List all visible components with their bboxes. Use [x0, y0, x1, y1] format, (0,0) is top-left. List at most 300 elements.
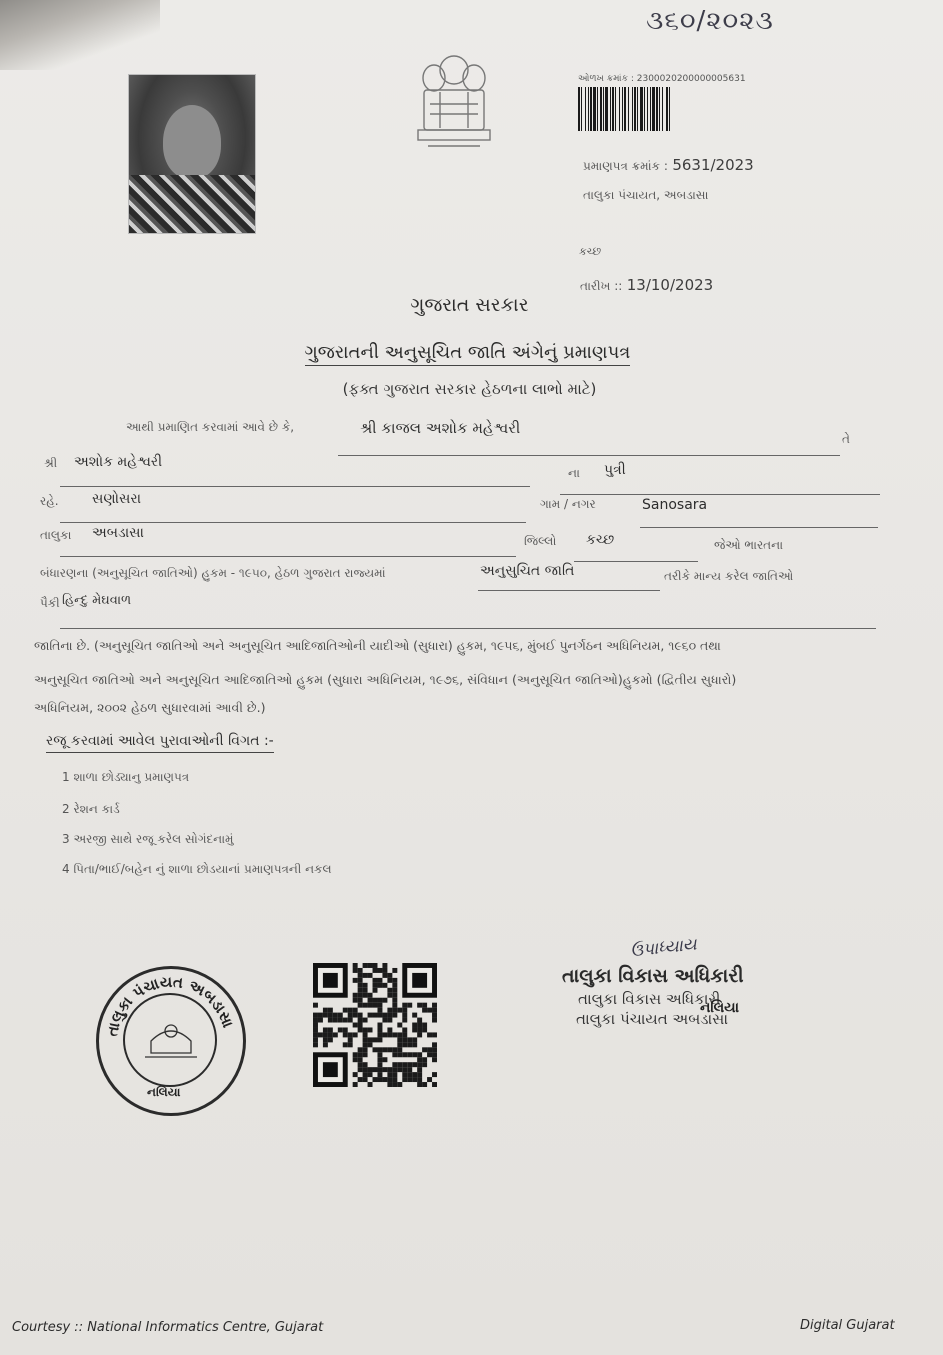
- relation-underline: [560, 494, 880, 495]
- qr-module: [368, 1082, 373, 1087]
- qr-module: [382, 1013, 387, 1018]
- qr-module: [427, 1008, 432, 1013]
- qr-module: [422, 1082, 427, 1087]
- qr-module: [432, 1047, 437, 1052]
- qr-module: [397, 1042, 402, 1047]
- qr-module: [387, 1032, 392, 1037]
- qr-module: [363, 973, 368, 978]
- qr-module: [382, 1067, 387, 1072]
- qr-module: [323, 1008, 328, 1013]
- qr-module: [402, 1003, 407, 1008]
- qr-module: [377, 1077, 382, 1082]
- qr-module: [377, 1003, 382, 1008]
- qr-module: [328, 1018, 333, 1023]
- qr-module: [412, 1062, 417, 1067]
- caste-name: હિન્દુ મેઘવાળ: [62, 593, 132, 608]
- qr-module: [358, 1067, 363, 1072]
- qr-module: [387, 1047, 392, 1052]
- qr-module: [387, 973, 392, 978]
- qr-module: [422, 1008, 427, 1013]
- seal-bottom-text: નલિયા: [147, 1085, 181, 1099]
- qr-module: [377, 998, 382, 1003]
- qr-module: [382, 1077, 387, 1082]
- qr-module: [402, 1008, 407, 1013]
- qr-module: [397, 1052, 402, 1057]
- qr-module: [397, 1037, 402, 1042]
- qr-module: [407, 1077, 412, 1082]
- certificate-date-value: 13/10/2023: [626, 276, 714, 294]
- page-fold-shadow: [0, 0, 160, 70]
- qr-module: [348, 1018, 353, 1023]
- certificate-number: [583, 156, 754, 174]
- village-gujarati: સણોસરા: [92, 491, 142, 507]
- legal-paragraph-line-1: જાતિના છે. (અનુસૂચિત જાતિઓ અને અનુસૂચિત આદિજાતિઓની યાદીઓ (સુધારા) હુકમ, ૧૯૫૬, મુંબઈ પુનર્ગઠન અધિનિયમ, ૧૯૬૦ તથા: [34, 638, 721, 653]
- certificate-subtitle: (ફક્ત ગુજરાત સરકાર હેઠળના લાભો માટે): [342, 380, 597, 398]
- qr-module: [368, 993, 373, 998]
- qr-module: [368, 1027, 373, 1032]
- qr-module: [358, 998, 363, 1003]
- qr-module: [392, 1013, 397, 1018]
- qr-module: [363, 1003, 368, 1008]
- qr-module: [358, 1023, 363, 1028]
- qr-module: [373, 988, 378, 993]
- qr-module: [368, 1013, 373, 1018]
- official-seal: [96, 966, 246, 1116]
- qr-module: [422, 1047, 427, 1052]
- qr-module: [358, 983, 363, 988]
- qr-module: [377, 1023, 382, 1028]
- qr-module: [358, 1018, 363, 1023]
- qr-module: [363, 1047, 368, 1052]
- applicant-name: શ્રી કાજલ અશોક મહેશ્વરી: [360, 419, 521, 437]
- qr-module: [422, 1027, 427, 1032]
- qr-module: [382, 983, 387, 988]
- certificate-number-value: 5631/2023: [672, 156, 754, 174]
- legal-paragraph-line-3: અધિનિયમ, ૨૦૦૨ હેઠળ સુધારવામાં આવી છે.): [34, 700, 266, 715]
- qr-module: [402, 1052, 407, 1057]
- qr-module: [328, 1013, 333, 1018]
- qr-module: [377, 1057, 382, 1062]
- qr-module: [377, 1013, 382, 1018]
- qr-module: [387, 1008, 392, 1013]
- qr-module: [397, 1062, 402, 1067]
- qr-module: [397, 1032, 402, 1037]
- qr-module: [387, 1013, 392, 1018]
- qr-module: [373, 978, 378, 983]
- qr-module: [348, 1013, 353, 1018]
- barcode-label: ઓળખ ક્રમાંક : 2300020200000005631: [578, 74, 746, 84]
- qr-module: [377, 1047, 382, 1052]
- evidence-heading: [46, 733, 274, 749]
- qr-module: [417, 1018, 422, 1023]
- qr-module: [432, 1013, 437, 1018]
- qr-module: [338, 1027, 343, 1032]
- qr-module: [387, 1082, 392, 1087]
- qr-module: [417, 1052, 422, 1057]
- qr-module: [353, 1013, 358, 1018]
- qr-module: [387, 1018, 392, 1023]
- signature-scribble: ઉપાધ્યાય: [629, 934, 698, 962]
- qr-module: [432, 1072, 437, 1077]
- qr-module: [318, 1013, 323, 1018]
- qr-module: [373, 983, 378, 988]
- qr-module: [417, 1072, 422, 1077]
- qr-module: [392, 1032, 397, 1037]
- qr-module: [338, 1013, 343, 1018]
- qr-module: [353, 998, 358, 1003]
- qr-module: [397, 1067, 402, 1072]
- qr-module: [358, 1052, 363, 1057]
- qr-module: [373, 1013, 378, 1018]
- taluka-name: અબડાસા: [92, 525, 144, 541]
- qr-module: [328, 1027, 333, 1032]
- district-label: જિલ્લો: [524, 534, 557, 548]
- village-underline: [60, 522, 526, 523]
- qr-module: [382, 968, 387, 973]
- qr-module: [387, 988, 392, 993]
- qr-module: [363, 993, 368, 998]
- qr-module: [427, 1077, 432, 1082]
- qr-module: [363, 1062, 368, 1067]
- caste-prefix: પૈકી: [40, 596, 60, 610]
- qr-module: [368, 1003, 373, 1008]
- qr-module: [417, 1067, 422, 1072]
- qr-module: [412, 1027, 417, 1032]
- qr-module: [333, 1013, 338, 1018]
- qr-module: [402, 1072, 407, 1077]
- qr-module: [387, 1027, 392, 1032]
- qr-module: [377, 968, 382, 973]
- qr-module: [353, 1032, 358, 1037]
- qr-module: [343, 1018, 348, 1023]
- evidence-item-2: 2 રેશન કાર્ડ: [62, 802, 120, 816]
- government-heading: ગુજરાત સરકાર: [410, 294, 529, 316]
- qr-module: [358, 968, 363, 973]
- qr-module: [392, 1003, 397, 1008]
- qr-module: [412, 1077, 417, 1082]
- certificate-title: [0, 342, 939, 363]
- signatory-title: તાલુકા વિકાસ અધિકારી: [562, 965, 744, 987]
- qr-module: [363, 983, 368, 988]
- qr-module: [417, 1027, 422, 1032]
- barcode-bar: [670, 87, 672, 131]
- qr-module: [417, 1023, 422, 1028]
- qr-module: [368, 1037, 373, 1042]
- qr-module: [363, 1027, 368, 1032]
- qr-module: [373, 1047, 378, 1052]
- qr-module: [432, 1008, 437, 1013]
- qr-module: [348, 1042, 353, 1047]
- qr-module: [348, 1032, 353, 1037]
- qr-module: [363, 1067, 368, 1072]
- qr-module: [412, 1072, 417, 1077]
- qr-module: [358, 1003, 363, 1008]
- qr-module: [313, 1027, 318, 1032]
- qr-module: [373, 1037, 378, 1042]
- qr-module: [377, 1008, 382, 1013]
- qr-module: [323, 1013, 328, 1018]
- qr-module: [402, 1018, 407, 1023]
- qr-module: [377, 1032, 382, 1037]
- qr-module: [377, 1062, 382, 1067]
- qr-module: [392, 993, 397, 998]
- certificate-title-text: ગુજરાતની અનુસૂચિત જાતિ અંગેનું પ્રમાણપત્ર: [305, 342, 631, 366]
- qr-module: [412, 1023, 417, 1028]
- qr-module: [353, 1057, 358, 1062]
- qr-module: [432, 1082, 437, 1087]
- qr-module: [373, 1067, 378, 1072]
- qr-module: [432, 1042, 437, 1047]
- applicant-photo: [128, 74, 256, 234]
- qr-module: [417, 1077, 422, 1082]
- qr-module: [407, 1072, 412, 1077]
- qr-module: [382, 998, 387, 1003]
- qr-module: [358, 1057, 363, 1062]
- qr-module: [328, 1032, 333, 1037]
- legal-paragraph-line-2: અનુસૂચિત જાતિઓ અને અનુસૂચિત આદિજાતિઓ હુકમ (સુધારા અધિનિયમ, ૧૯૭૬, સંવિધાન (અનુસૂચિત જાતિઓ)હુકમો (દ્વિતીય સુધારો): [34, 672, 737, 687]
- qr-module: [377, 1052, 382, 1057]
- certificate-date: [580, 276, 713, 294]
- qr-module: [402, 1013, 407, 1018]
- qr-module: [392, 1072, 397, 1077]
- qr-module: [363, 1018, 368, 1023]
- qr-module: [377, 1037, 382, 1042]
- qr-module: [313, 1018, 318, 1023]
- qr-module: [377, 1067, 382, 1072]
- qr-module: [407, 1003, 412, 1008]
- qr-module: [343, 1008, 348, 1013]
- qr-module: [427, 1032, 432, 1037]
- qr-module: [358, 988, 363, 993]
- qr-module: [407, 1037, 412, 1042]
- taluka-prefix: તાલુકા: [40, 528, 72, 542]
- caste-category: અનુસુચિત જાતિ: [480, 563, 575, 579]
- qr-module: [402, 1042, 407, 1047]
- qr-module: [353, 968, 358, 973]
- qr-module: [368, 1067, 373, 1072]
- qr-module: [363, 1037, 368, 1042]
- qr-module: [392, 978, 397, 983]
- qr-module: [313, 1042, 318, 1047]
- qr-module: [373, 963, 378, 968]
- qr-module: [432, 1032, 437, 1037]
- certificate-number-label: પ્રમાણપત્ર ક્રમાંક :: [583, 159, 668, 173]
- qr-module: [358, 1027, 363, 1032]
- qr-module: [363, 1042, 368, 1047]
- qr-module: [392, 968, 397, 973]
- father-underline: [60, 486, 530, 487]
- qr-module: [363, 1077, 368, 1082]
- qr-module: [407, 1042, 412, 1047]
- qr-module: [363, 1032, 368, 1037]
- qr-module: [358, 1013, 363, 1018]
- evidence-heading-text: રજૂ કરવામાં આવેલ પુરાવાઓની વિગત :-: [46, 733, 274, 753]
- qr-module: [392, 1067, 397, 1072]
- qr-module: [392, 1052, 397, 1057]
- qr-module: [368, 1042, 373, 1047]
- handwritten-reference: ૩૬૦/૨૦૨૩: [646, 6, 774, 36]
- qr-module: [353, 1052, 358, 1057]
- qr-module: [343, 1027, 348, 1032]
- qr-module: [412, 1037, 417, 1042]
- qr-module: [368, 1072, 373, 1077]
- qr-module: [392, 998, 397, 1003]
- qr-module: [392, 1062, 397, 1067]
- qr-module: [407, 1067, 412, 1072]
- qr-module: [323, 1037, 328, 1042]
- qr-module: [328, 1037, 333, 1042]
- qr-module: [377, 978, 382, 983]
- qr-module: [313, 1023, 318, 1028]
- qr-module: [387, 1067, 392, 1072]
- village-english: Sanosara: [642, 497, 708, 513]
- qr-module: [318, 1018, 323, 1023]
- recognized-castes-text: તરીકે માન્ય કરેલ જાતિઓ: [664, 569, 794, 583]
- qr-module: [412, 1052, 417, 1057]
- qr-module: [402, 1067, 407, 1072]
- qr-module: [432, 1018, 437, 1023]
- caste-underline: [60, 628, 876, 629]
- qr-module: [392, 983, 397, 988]
- qr-module: [358, 1077, 363, 1082]
- qr-module: [353, 1008, 358, 1013]
- qr-module: [338, 1018, 343, 1023]
- qr-module: [422, 1023, 427, 1028]
- qr-module: [358, 993, 363, 998]
- qr-module: [402, 1027, 407, 1032]
- na-text: ના: [568, 466, 580, 480]
- qr-module: [328, 1008, 333, 1013]
- qr-module: [402, 1077, 407, 1082]
- qr-module: [353, 963, 358, 968]
- qr-module: [387, 1072, 392, 1077]
- name-underline: [338, 455, 840, 456]
- qr-module: [407, 1052, 412, 1057]
- qr-module: [323, 1027, 328, 1032]
- qr-module: [427, 1047, 432, 1052]
- qr-module: [427, 1052, 432, 1057]
- qr-module: [407, 1062, 412, 1067]
- qr-module: [353, 1082, 358, 1087]
- relation: પુત્રી: [604, 462, 626, 478]
- qr-module: [382, 1018, 387, 1023]
- qr-module: [353, 993, 358, 998]
- qr-module: [363, 1072, 368, 1077]
- qr-module: [343, 1032, 348, 1037]
- qr-module: [318, 1032, 323, 1037]
- district-underline: [574, 561, 698, 562]
- qr-module: [392, 1047, 397, 1052]
- qr-module: [392, 1082, 397, 1087]
- shri-prefix: શ્રી: [44, 456, 58, 470]
- svg-text:તાલુકા પંચાયત અબડાસા: [103, 973, 237, 1038]
- qr-module: [353, 1072, 358, 1077]
- qr-module: [373, 968, 378, 973]
- qr-module: [353, 1023, 358, 1028]
- qr-module: [382, 1047, 387, 1052]
- qr-module: [368, 963, 373, 968]
- certificate-date-label: તારીખ ::: [580, 279, 623, 293]
- qr-module: [368, 973, 373, 978]
- signatory-stamp-place: નલિયા: [700, 1000, 740, 1016]
- qr-module: [432, 1057, 437, 1062]
- qr-module: [402, 1037, 407, 1042]
- qr-module: [387, 1077, 392, 1082]
- qr-module: [392, 988, 397, 993]
- caste-category-underline: [478, 590, 660, 591]
- qr-module: [348, 1037, 353, 1042]
- qr-module: [313, 1013, 318, 1018]
- taluka-underline: [60, 556, 516, 557]
- qr-module: [422, 1003, 427, 1008]
- qr-module: [358, 1062, 363, 1067]
- qr-module: [397, 1047, 402, 1052]
- qr-module: [358, 978, 363, 983]
- qr-module: [432, 1052, 437, 1057]
- qr-module: [382, 1032, 387, 1037]
- qr-module: [422, 1062, 427, 1067]
- qr-module: [432, 1003, 437, 1008]
- qr-module: [373, 1003, 378, 1008]
- village-label: ગામ / નગર: [540, 497, 596, 511]
- qr-module: [333, 1032, 338, 1037]
- qr-module: [422, 1057, 427, 1062]
- evidence-item-4: 4 પિતા/ભાઈ/બહેન નું શાળા છોડયાનાં પ્રમાણપત્રની નકલ: [62, 862, 332, 876]
- qr-module: [402, 1032, 407, 1037]
- qr-module: [313, 1032, 318, 1037]
- qr-module: [348, 1008, 353, 1013]
- qr-module: [397, 1008, 402, 1013]
- qr-finder-pattern: [323, 1062, 338, 1077]
- qr-code: [313, 963, 437, 1087]
- qr-module: [397, 1082, 402, 1087]
- qr-module: [402, 1062, 407, 1067]
- qr-module: [323, 1032, 328, 1037]
- qr-module: [417, 1032, 422, 1037]
- qr-module: [323, 1042, 328, 1047]
- national-emblem-icon: [410, 48, 498, 156]
- seal-text: તાલુકા પંચાયત અબડાસા: [103, 972, 238, 1038]
- qr-module: [387, 993, 392, 998]
- qr-module: [353, 978, 358, 983]
- resident-prefix: રહે.: [40, 494, 59, 508]
- qr-module: [382, 963, 387, 968]
- father-name: અશોક મહેશ્વરી: [74, 454, 163, 470]
- qr-module: [412, 1013, 417, 1018]
- qr-module: [373, 1077, 378, 1082]
- qr-module: [358, 1047, 363, 1052]
- qr-module: [368, 998, 373, 1003]
- qr-module: [313, 1003, 318, 1008]
- qr-module: [417, 1082, 422, 1087]
- te-text: તે: [842, 432, 850, 446]
- qr-module: [377, 983, 382, 988]
- constitution-order-text: બંધારણના (અનુસૂચિત જાતિઓ) હુકમ - ૧૯૫૦, હેઠળ ગુજરાત રાજ્યમાં: [40, 566, 386, 580]
- village-english-underline: [640, 527, 878, 528]
- qr-module: [373, 998, 378, 1003]
- evidence-item-3: 3 અરજી સાથે રજૂ કરેલ સોગંદનામું: [62, 832, 234, 846]
- qr-module: [397, 1023, 402, 1028]
- footer-brand: Digital Gujarat: [800, 1318, 895, 1333]
- qr-module: [417, 1062, 422, 1067]
- evidence-item-1: 1 શાળા છોડ્યાનુ પ્રમાણપત્ર: [62, 770, 190, 784]
- qr-module: [377, 1027, 382, 1032]
- barcode: [578, 87, 770, 131]
- qr-module: [382, 973, 387, 978]
- issuing-district: કચ્છ: [579, 245, 602, 258]
- qr-module: [387, 978, 392, 983]
- qr-module: [417, 1003, 422, 1008]
